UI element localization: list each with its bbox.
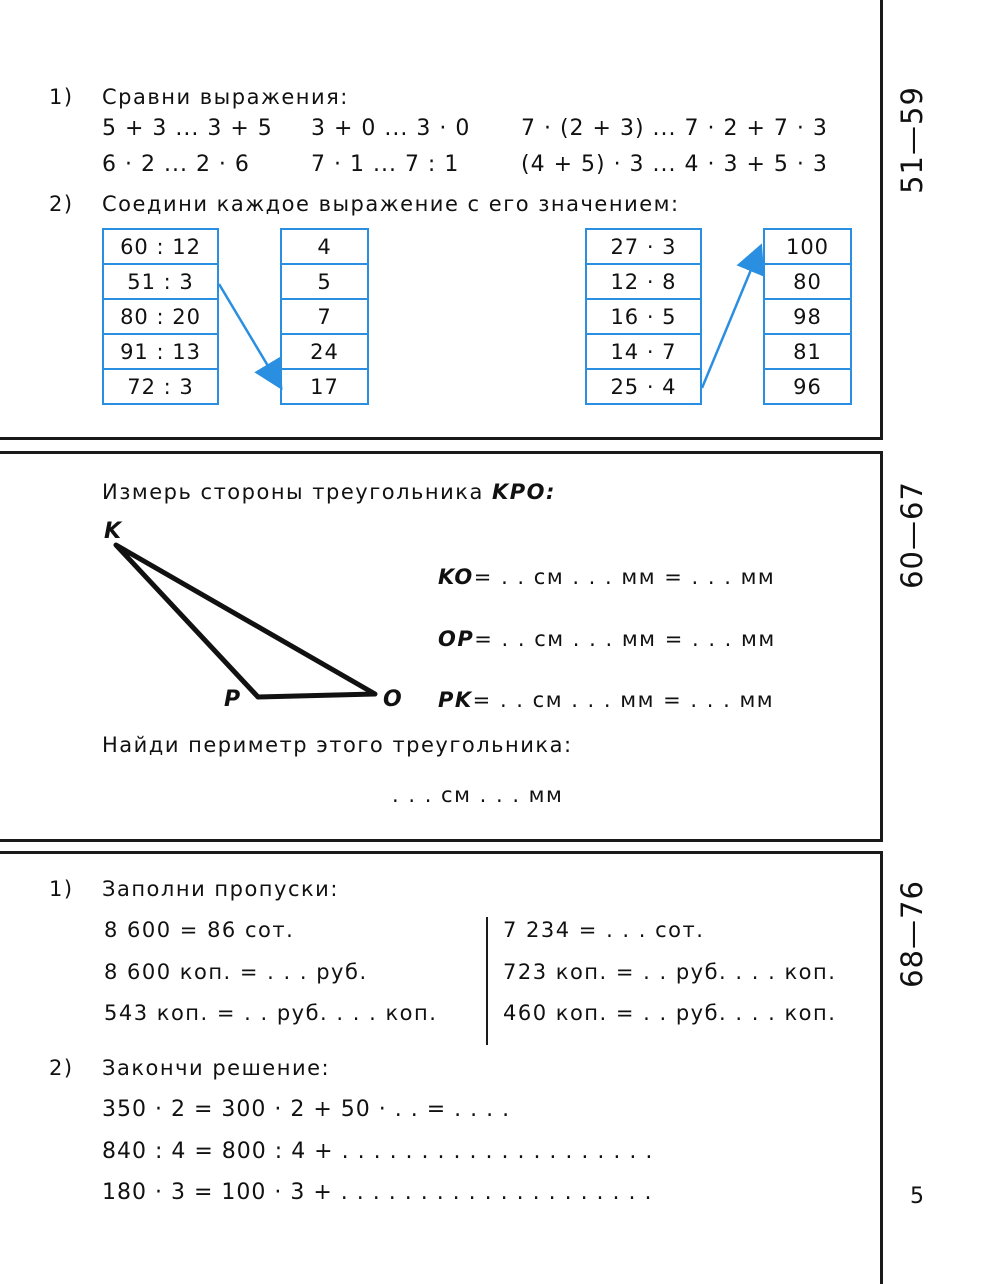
solution-row[interactable]: 180 · 3 = 100 · 3 + . . . . . . . . . . . . . . . . . . . . bbox=[102, 1180, 653, 1205]
compare-r2c1: 6 · 2 ... 2 · 6 bbox=[102, 152, 250, 177]
right-value-cell[interactable]: 98 bbox=[764, 299, 851, 334]
measure-blanks[interactable]: = . . см . . . мм = . . . мм bbox=[472, 688, 775, 712]
solution-row[interactable]: 840 : 4 = 800 : 4 + . . . . . . . . . . . . . . . . . . . . bbox=[102, 1139, 654, 1164]
page-number: 5 bbox=[910, 1184, 924, 1209]
right-expr-cell[interactable]: 16 · 5 bbox=[586, 299, 701, 334]
solve-task-number: 2) bbox=[49, 1056, 74, 1080]
left-expr-cell[interactable]: 80 : 20 bbox=[103, 299, 218, 334]
triangle-name: KPO: bbox=[492, 480, 556, 504]
fill-left-row[interactable]: 543 коп. = . . руб. . . . коп. bbox=[104, 1001, 438, 1025]
vertex-o-label: O bbox=[383, 687, 402, 712]
compare-r2c2: 7 · 1 ... 7 : 1 bbox=[311, 152, 460, 177]
measure-blanks[interactable]: = . . см . . . мм = . . . мм bbox=[474, 627, 776, 651]
match-arrow-left bbox=[219, 284, 280, 386]
left-value-cell[interactable]: 24 bbox=[281, 334, 368, 369]
right-expr-cell[interactable]: 14 · 7 bbox=[586, 334, 701, 369]
match-arrow-right bbox=[702, 248, 760, 388]
fill-task-number: 1) bbox=[49, 877, 74, 901]
fill-task-title: Заполни пропуски: bbox=[102, 877, 339, 901]
measure-title bbox=[102, 480, 556, 504]
perimeter-title: Найди периметр этого треугольника: bbox=[102, 733, 573, 757]
column-divider bbox=[486, 917, 488, 1045]
task1-number: 1) bbox=[49, 85, 74, 109]
left-value-cell[interactable]: 5 bbox=[281, 264, 368, 299]
compare-r1c1: 5 + 3 ... 3 + 5 bbox=[102, 116, 273, 141]
fill-left-row[interactable]: 8 600 коп. = . . . руб. bbox=[104, 960, 368, 984]
right-value-cell[interactable]: 96 bbox=[764, 369, 851, 404]
vertex-k-label: K bbox=[104, 519, 122, 544]
fill-left-row[interactable]: 8 600 = 86 сот. bbox=[104, 918, 295, 942]
task1-title: Сравни выражения: bbox=[102, 85, 349, 109]
right-expr-cell[interactable]: 27 · 3 bbox=[586, 229, 701, 264]
measure-row-ko bbox=[438, 565, 775, 589]
fill-right-row[interactable]: 460 коп. = . . руб. . . . коп. bbox=[503, 1001, 837, 1025]
compare-r1c2: 3 + 0 ... 3 · 0 bbox=[311, 116, 471, 141]
left-value-cell[interactable]: 7 bbox=[281, 299, 368, 334]
solve-task-title: Закончи решение: bbox=[102, 1056, 331, 1080]
right-value-cell[interactable]: 80 bbox=[764, 264, 851, 299]
measure-title-text: Измерь стороны треугольника bbox=[102, 480, 493, 504]
vertex-p-label: P bbox=[224, 687, 241, 712]
side-label-2: 60—67 bbox=[895, 481, 929, 589]
right-expr-cell[interactable]: 12 · 8 bbox=[586, 264, 701, 299]
left-expr-cell[interactable]: 51 : 3 bbox=[103, 264, 218, 299]
right-value-cell[interactable]: 100 bbox=[764, 229, 851, 264]
measure-blanks[interactable]: = . . см . . . мм = . . . мм bbox=[473, 565, 776, 589]
solution-row[interactable]: 350 · 2 = 300 · 2 + 50 · . . = . . . . bbox=[102, 1097, 511, 1122]
fill-right-row[interactable]: 723 коп. = . . руб. . . . коп. bbox=[503, 960, 837, 984]
left-expr-cell[interactable]: 60 : 12 bbox=[103, 229, 218, 264]
fill-right-row[interactable]: 7 234 = . . . сот. bbox=[503, 918, 705, 942]
side-op-label: OP bbox=[438, 627, 475, 651]
side-pk-label: PK bbox=[438, 688, 473, 712]
compare-r1c3: 7 · (2 + 3) ... 7 · 2 + 7 · 3 bbox=[521, 116, 828, 141]
compare-r2c3: (4 + 5) · 3 ... 4 · 3 + 5 · 3 bbox=[521, 152, 828, 177]
measure-row-op bbox=[438, 627, 776, 651]
side-ko-label: KO bbox=[438, 565, 474, 589]
left-expr-cell[interactable]: 72 : 3 bbox=[103, 369, 218, 404]
perimeter-answer[interactable]: . . . см . . . мм bbox=[392, 783, 564, 807]
triangle-kpo bbox=[116, 545, 375, 697]
left-value-cell[interactable]: 17 bbox=[281, 369, 368, 404]
right-expr-cell[interactable]: 25 · 4 bbox=[586, 369, 701, 404]
task2-title: Соедини каждое выражение с его значением: bbox=[102, 192, 680, 216]
measure-row-pk bbox=[438, 688, 774, 712]
left-value-cell[interactable]: 4 bbox=[281, 229, 368, 264]
side-label-3: 68—76 bbox=[895, 880, 929, 988]
side-label-1: 51—59 bbox=[895, 86, 929, 194]
left-expr-cell[interactable]: 91 : 13 bbox=[103, 334, 218, 369]
task2-number: 2) bbox=[49, 192, 74, 216]
right-value-cell[interactable]: 81 bbox=[764, 334, 851, 369]
